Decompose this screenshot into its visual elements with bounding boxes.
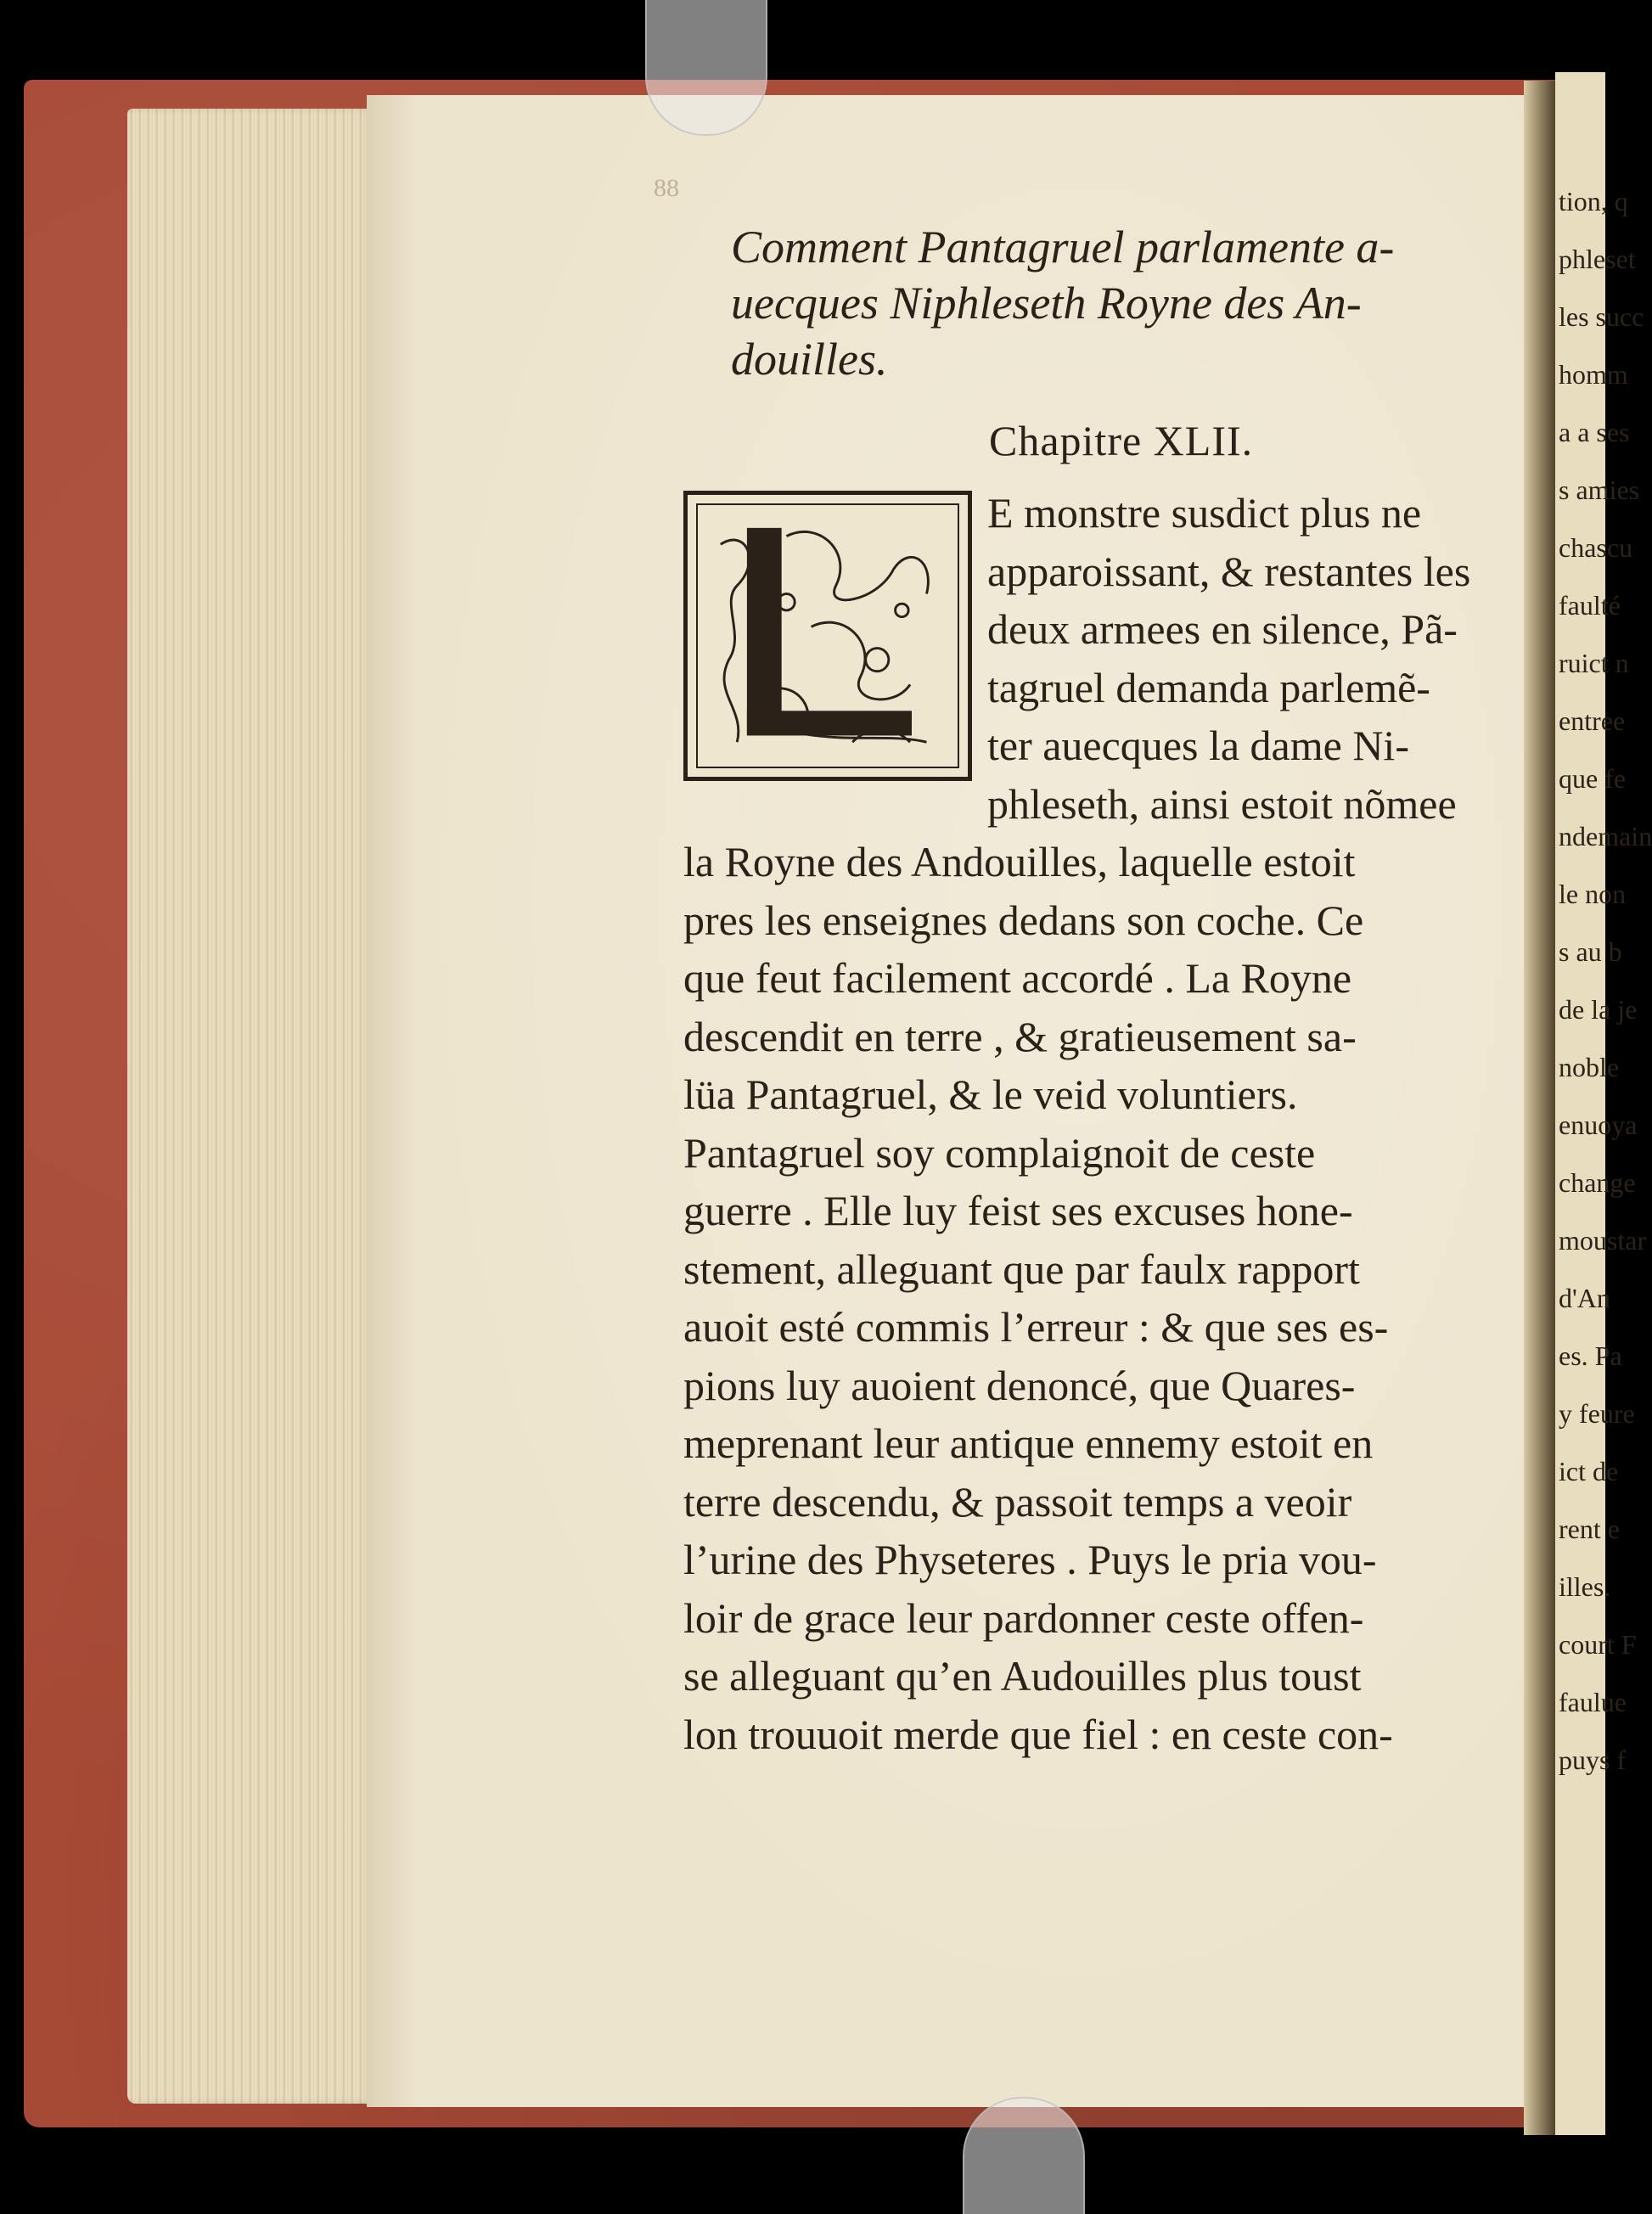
body-line: pres les enseignes dedans son coche. Ce (683, 896, 1364, 944)
facing-page-fragment: phleset (1559, 244, 1636, 274)
facing-page-fragment: d'An (1559, 1283, 1610, 1313)
facing-page-fragment: homm (1559, 359, 1628, 390)
facing-page-fragment: s au b (1559, 936, 1622, 967)
body-line: ter auecques la dame Ni- (987, 722, 1409, 769)
facing-page-fragment: change (1559, 1167, 1636, 1198)
facing-page-fragments (1555, 72, 1652, 1789)
body-line: auoit esté commis l’erreur : & que ses es- (683, 1303, 1389, 1351)
body-line: phleseth, ainsi estoit nõmee (987, 779, 1457, 828)
facing-page-fragment: es. Pa (1559, 1340, 1622, 1371)
facing-page-fragment: enuoya (1559, 1110, 1638, 1140)
body-line: lüa Pantagruel, & le veid voluntiers. (683, 1070, 1298, 1118)
chapter-heading (731, 219, 1498, 387)
facing-page-fragment: rent e (1559, 1514, 1620, 1544)
facing-page-fragment: que fe (1559, 763, 1627, 794)
facing-page-fragment: court F (1559, 1629, 1637, 1660)
facing-page-fragment: y feure (1559, 1398, 1635, 1429)
facing-page-fragment: faulté (1559, 590, 1621, 621)
facing-page-fragment: a a ses (1559, 417, 1630, 447)
facing-page-fragment: chascu (1559, 532, 1633, 563)
ornamental-initial-L-icon (688, 495, 968, 777)
page-number: 88 (654, 174, 679, 202)
body-line: apparoissant, & restantes les (987, 547, 1471, 595)
body-line: l’urine des Physeteres . Puys le pria vou- (683, 1536, 1377, 1583)
body-line: que feut facilement accordé . La Royne (683, 954, 1352, 1002)
heading-line: Comment Pantagruel parlamente a- (731, 222, 1395, 273)
facing-page-fragment: ict de (1559, 1456, 1619, 1486)
body-line: se alleguant qu’en Audouilles plus toust (683, 1652, 1362, 1700)
facing-page-fragment: faulue (1559, 1687, 1627, 1717)
facing-page-fragment: ndemain (1559, 821, 1652, 851)
page-edges (127, 109, 374, 2104)
facing-page-fragment: noble (1559, 1052, 1620, 1082)
body-text (683, 484, 1498, 1763)
body-line: stement, alleguant que par faulx rapport (683, 1245, 1360, 1293)
body-line: loir de grace leur pardonner ceste offen- (683, 1593, 1364, 1642)
facing-page-fragment: illes. (1559, 1571, 1611, 1602)
body-line: terre descendu, & passoit temps a veoir (683, 1477, 1352, 1526)
facing-page-fragment: tion, q (1559, 186, 1628, 216)
body-line: la Royne des Andouilles, laquelle estoit (683, 838, 1356, 885)
heading-line: uecques Niphleseth Royne des An- (731, 278, 1362, 329)
facing-page-fragment: le non (1559, 879, 1627, 909)
page-clip-top (645, 0, 767, 136)
facing-page-fragment: puys f (1559, 1745, 1627, 1775)
facing-page-fragment: moustar (1559, 1225, 1647, 1256)
body-line: meprenant leur antique ennemy estoit en (683, 1419, 1374, 1467)
facing-page-fragment: ruict n (1559, 648, 1629, 678)
body-line: lon trouuoit merde que fiel : en ceste con- (683, 1710, 1393, 1758)
body-line: Pantagruel soy complaignoit de ceste (683, 1128, 1316, 1177)
facing-page-fragment: de la je (1559, 994, 1638, 1025)
chapter-number: Chapitre XLII. (989, 417, 1254, 464)
facing-page (1555, 72, 1652, 2135)
text-block (683, 177, 1498, 1763)
body-line: deux armees en silence, Pã- (987, 605, 1458, 653)
body-line: guerre . Elle luy feist ses excuses hone- (683, 1187, 1353, 1234)
facing-page-fragment: les succ (1559, 301, 1644, 332)
body-line: pions luy auoient denoncé, que Quares- (683, 1361, 1356, 1409)
facing-page-fragment: s amies (1559, 475, 1640, 505)
body-line: E monstre susdict plus ne (987, 489, 1422, 537)
drop-cap-icon (683, 491, 972, 781)
heading-line: douilles. (731, 334, 888, 385)
body-line: tagruel demanda parlemẽ- (987, 663, 1430, 711)
facing-page-fragment: entree (1559, 705, 1626, 736)
body-line: descendit en terre , & gratieusement sa- (683, 1012, 1357, 1060)
page-clip-bottom (963, 2097, 1085, 2214)
